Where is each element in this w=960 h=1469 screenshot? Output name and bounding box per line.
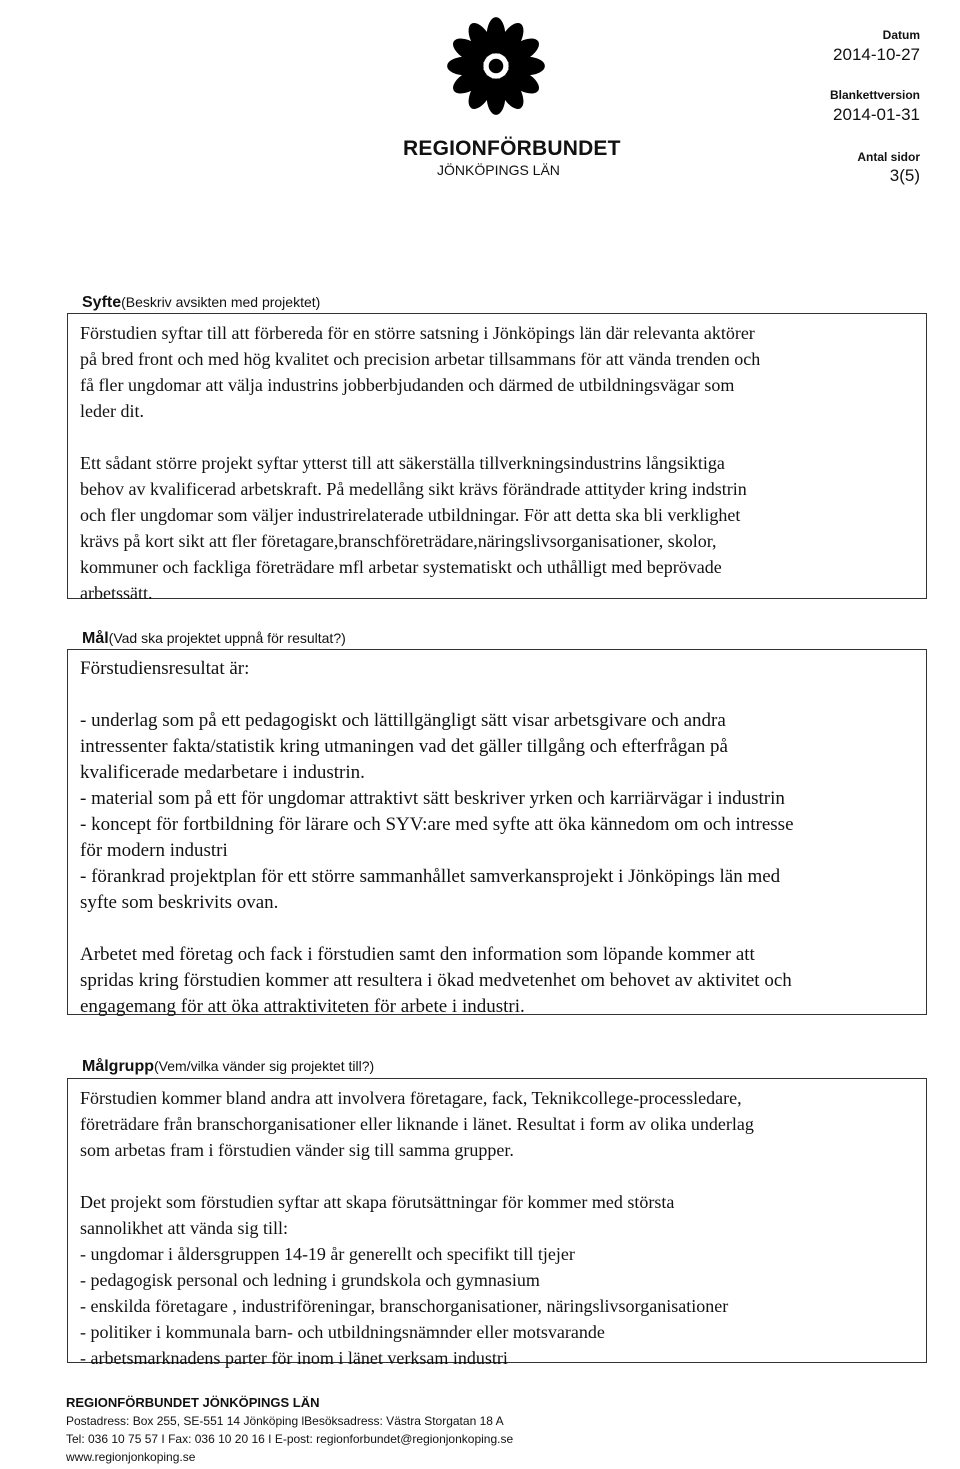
date-label: Datum: [882, 28, 920, 42]
version-value: 2014-01-31: [833, 105, 920, 124]
malgrupp-paragraph-1: Förstudien kommer bland andra att involvera företagare, fack, Teknikcollege-processledare, företrädare från branschorganisationer eller liknande i länet. Resultat i form av olika underlag som arbetas fram i förstudien vänder sig till samma grupper.: [80, 1088, 754, 1160]
mal-paragraph-3: Arbetet med företag och fack i förstudien samt den information som löpande kommer att spridas kring förstudien kommer att resultera i ökad medvetenhet om behovet av aktivitet och engagemang för att öka attraktiviteten för arbete i industri.: [80, 944, 792, 1017]
mal-heading-main: Mål: [82, 630, 109, 647]
syfte-heading: [82, 294, 320, 312]
mal-heading: [82, 630, 346, 648]
malgrupp-box: [67, 1078, 927, 1368]
org-subtitle: JÖNKÖPINGS LÄN: [437, 162, 560, 178]
footer-website: www.regionjonkoping.se: [66, 1450, 196, 1464]
mal-box: [67, 649, 927, 1015]
regionforbundet-logo: [444, 14, 548, 118]
mal-paragraph-2: - underlag som på ett pedagogiskt och lättillgängligt sätt visar arbetsgivare och andra intressenter fakta/statistik kring utmaningen vad det gäller tillgång och efterfrågan på kvalificerade medarbetare i industrin. - material som på ett för ungdomar attraktivt sätt beskriver yrken och karriärvägar i industrin - koncept för fortbildning för lärare och SYV:are med syfte att öka kännedom om och intresse för modern industri - förankrad projektplan för ett större sammanhållet samverkansprojekt i Jönköpings län med syfte som beskrivits ovan.: [80, 710, 794, 913]
page-count-value: 3(5): [889, 166, 920, 185]
date-value: 2014-10-27: [833, 45, 920, 64]
syfte-heading-main: Syfte: [82, 294, 122, 311]
footer-contact: Tel: 036 10 75 57 I Fax: 036 10 20 16 I E-post: regionforbundet@regionjonkoping.se: [66, 1432, 514, 1446]
version-label: Blankettversion: [829, 88, 920, 102]
syfte-paragraph-1: Förstudien syftar till att förbereda för en större satsning i Jönköpings län där relevanta aktörer på bred front och med hög kvalitet och precision arbetar tillsammans för att vända trenden och få fler ungdomar att välja industrins jobberbjudanden och därmed de utbildningsvägar som leder dit.: [80, 323, 761, 421]
mal-heading-sub: (Vad ska projektet uppnå för resultat?): [108, 630, 346, 646]
malgrupp-heading-main: Målgrupp: [82, 1058, 154, 1075]
footer-title: REGIONFÖRBUNDET JÖNKÖPINGS LÄN: [66, 1395, 320, 1410]
syfte-heading-sub: (Beskriv avsikten med projektet): [121, 294, 321, 310]
page-count-label: Antal sidor: [857, 150, 920, 164]
syfte-box: [67, 313, 927, 603]
malgrupp-heading-sub: (Vem/vilka vänder sig projektet till?): [154, 1058, 375, 1074]
mal-paragraph-1: Förstudiensresultat är:: [80, 658, 250, 679]
org-name: REGIONFÖRBUNDET: [403, 137, 621, 160]
malgrupp-paragraph-2: Det projekt som förstudien syftar att skapa förutsättningar för kommer med största sannolikhet att vända sig till: - ungdomar i åldersgruppen 14-19 år generellt och specifikt till tjejer - pedagogisk personal och ledning i grundskola och gymnasium - enskilda företagare , industriföreningar, branschorganisationer, näringslivsorganisationer - politiker i kommunala barn- och utbildningsnämnder eller motsvarande - arbetsmarknadens parter för inom i länet verksam industri: [80, 1192, 729, 1368]
footer: [66, 1394, 513, 1466]
malgrupp-heading: [82, 1058, 374, 1076]
footer-address: Postadress: Box 255, SE-551 14 Jönköping lBesöksadress: Västra Storgatan 18 A: [66, 1414, 504, 1428]
syfte-paragraph-2: Ett sådant större projekt syftar ytterst till att säkerställa tillverkningsindustrins långsiktiga behov av kvalificerad arbetskraft. På medellång sikt krävs förändrade attityder kring indstrin och fler ungdomar som väljer industrirelaterade utbildningar. För att detta ska bli verklighet krävs på kort sikt att fler företagare,branschföreträdare,näringslivsorganisationer, skolor, kommuner och fackliga företrädare mfl arbetar systematiskt och uthålligt med beprövade arbetssätt.: [80, 453, 747, 603]
